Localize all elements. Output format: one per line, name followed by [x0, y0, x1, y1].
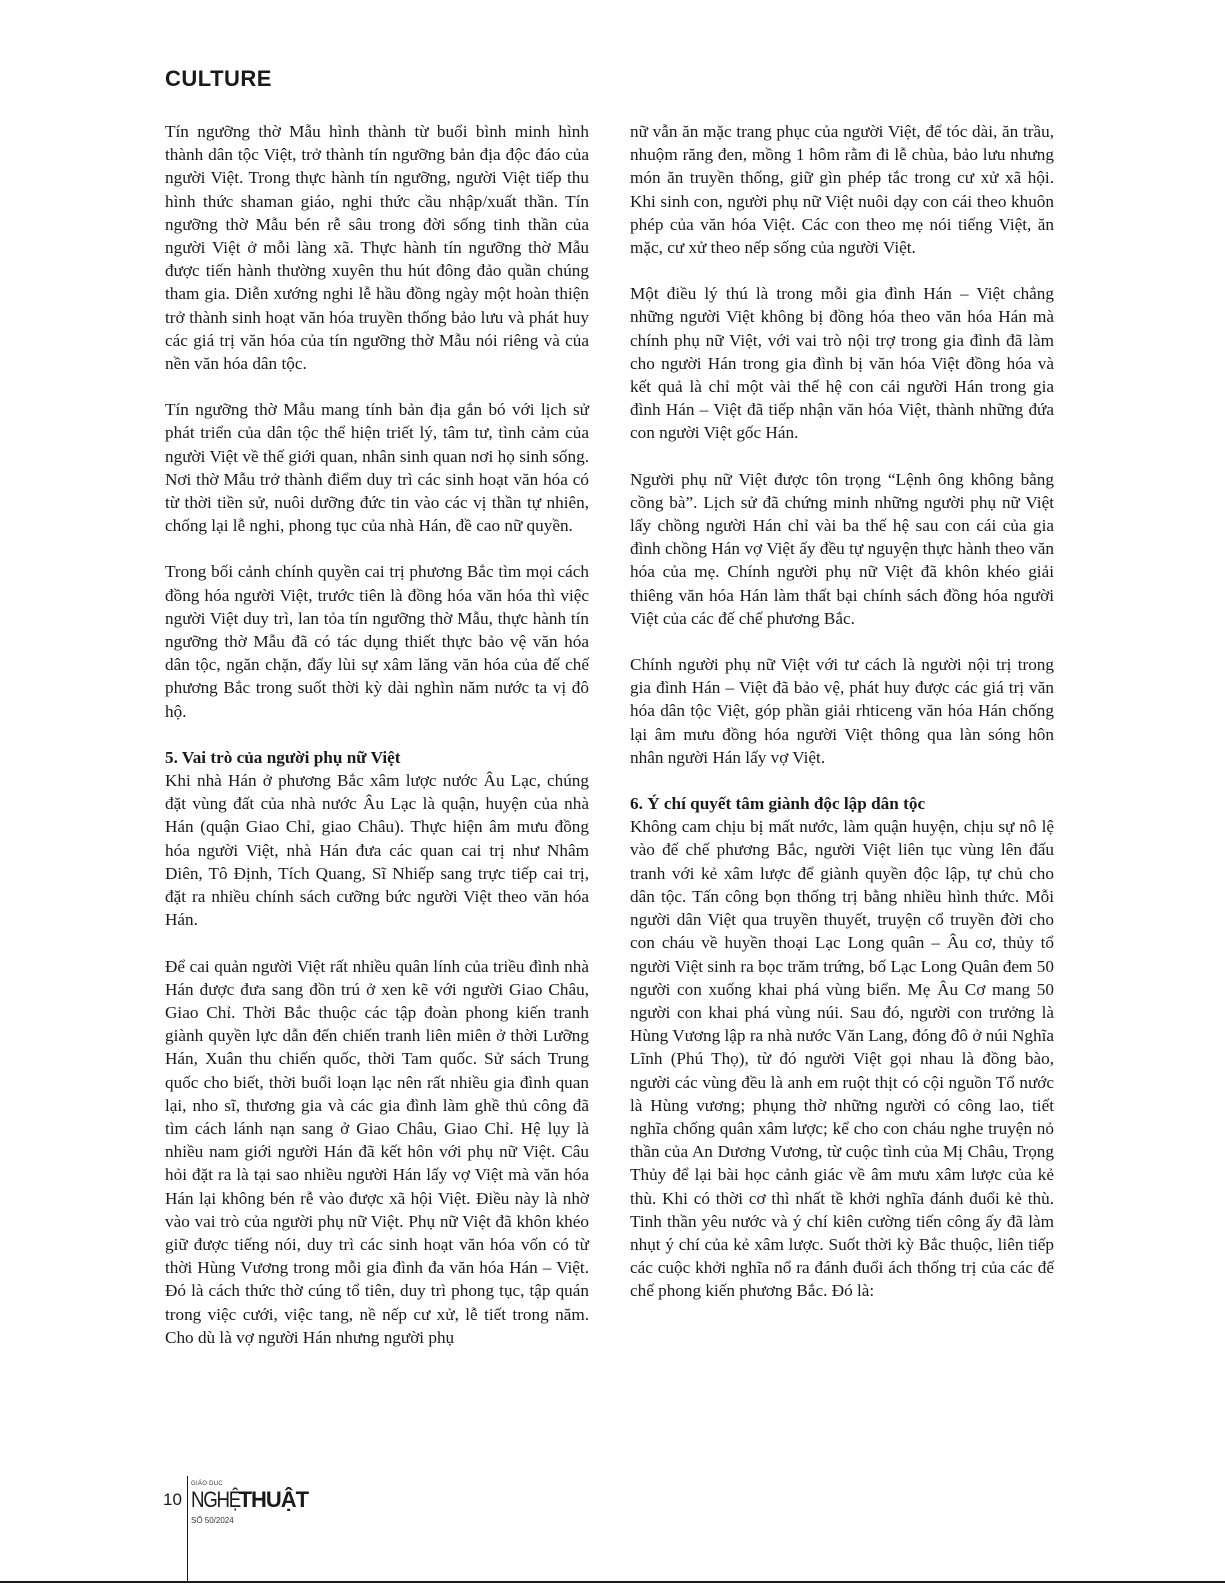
- paragraph: Người phụ nữ Việt được tôn trọng “Lệnh ông không bằng cồng bà”. Lịch sử đã chứng minh những người phụ nữ Việt lấy chồng người Hán chỉ vài ba thế hệ sau con cái của gia đình chồng Hán vợ Việt ấy đều tự nguyện thực hành theo văn hóa của mẹ. Chính người phụ nữ Việt đã khôn khéo giải thiêng văn hóa Hán làm thất bại chính sách đồng hóa người Việt của các đế chế phương Bắc.: [630, 469, 1054, 628]
- paragraph: Khi nhà Hán ở phương Bắc xâm lược nước Âu Lạc, chúng đặt vùng đất của nhà nước Âu Lạc là quận, huyện của nhà Hán (quận Giao Chỉ, giao Châu). Thực hiện âm mưu đồng hóa người Việt, nhà Hán đưa các quan cai trị như Nhâm Diên, Tô Định, Tích Quang, Sĩ Nhiếp sang trực tiếp cai trị, đặt ra nhiều chính sách cưỡng bức người Việt theo văn hóa Hán.: [165, 771, 589, 930]
- bottom-rule: [0, 1581, 1225, 1583]
- paragraph: Tín ngưỡng thờ Mẫu mang tính bản địa gắn bó với lịch sử phát triển của dân tộc thể hiện triết lý, tâm tư, tình cảm của người Việt về thế giới quan, nhân sinh quan nơi họ sinh sống. Nơi thờ Mẫu trở thành điểm duy trì các sinh hoạt văn hóa có từ thời tiền sử, nuôi dưỡng đức tin vào các vị thần tự nhiên, chống lại lễ nghi, phong tục của nhà Hán, đề cao nữ quyền.: [165, 400, 589, 536]
- section-heading-5: 5. Vai trò của người phụ nữ Việt: [165, 747, 401, 767]
- logo-part-1: NGHỆ: [191, 1487, 240, 1512]
- page-number: 10: [163, 1490, 182, 1509]
- paragraph: Chính người phụ nữ Việt với tư cách là người nội trị trong gia đình Hán – Việt đã bảo vệ, phát huy được các giá trị văn hóa dân tộc Việt, góp phần giải rhticeng văn hóa Hán chống lại âm mưu đồng hóa người Việt thông qua làn sóng hôn nhân người Hán lấy vợ Việt.: [630, 655, 1054, 767]
- paragraph: Không cam chịu bị mất nước, làm quận huyện, chịu sự nô lệ vào đế chế phương Bắc, người Việt liên tục vùng lên đấu tranh với kẻ xâm lược để giành quyền độc lập, tự chủ cho dân tộc. Tấn công bọn thống trị bằng nhiều hình thức. Mỗi người dân Việt qua truyền thuyết, truyện cổ truyền đời cho con cháu về huyền thoại Lạc Long quân – Âu cơ, thủy tổ người Việt sinh ra bọc trăm trứng, bố Lạc Long Quân đem 50 người con xuống khai phá vùng biển. Mẹ Âu Cơ mang 50 người con khai phá vùng núi. Sau đó, người con trưởng là Hùng Vương lập ra nhà nước Văn Lang, đóng đô ở núi Nghĩa Lĩnh (Phú Thọ), từ đó người Việt gọi nhau là đồng bào, người các vùng đều là anh em ruột thịt có cội nguồn Tổ nước là Hùng vương; phụng thờ những người có công lao, tiết nghĩa chống quân xâm lược; kể cho con cháu nghe truyện nỏ thần của An Dương Vương, từ cuộc tình của Mị Châu, Trọng Thủy để lại bài học cảnh giác về âm mưu xâm lược của kẻ thù. Khi có thời cơ thì nhất tề khởi nghĩa đánh đuổi kẻ thù. Tinh thần yêu nước và ý chí kiên cường tiến công ấy đã làm nhụt ý chí của kẻ xâm lược. Suốt thời kỳ Bắc thuộc, liên tiếp các cuộc khởi nghĩa nổ ra đánh đuổi ách thống trị của các đế chế phong kiến phương Bắc. Đó là:: [630, 817, 1054, 1301]
- logo-part-2: THUẬT: [238, 1487, 309, 1512]
- logo-tagline: GIÁO DỤC: [191, 1481, 224, 1487]
- paragraph: Trong bối cảnh chính quyền cai trị phương Bắc tìm mọi cách đồng hóa người Việt, trước tiên là đồng hóa văn hóa thì việc người Việt duy trì, lan tỏa tín ngưỡng thờ Mẫu, thực hành tín ngưỡng thờ Mẫu đã có tác dụng thiết thực bảo vệ văn hóa dân tộc, ngăn chặn, đẩy lùi sự xâm lăng văn hóa của đế chế phương Bắc trong suốt thời kỳ dài nghìn năm nước ta vị đô hộ.: [165, 562, 589, 721]
- left-column: [165, 120, 589, 1349]
- magazine-logo: [191, 1481, 331, 1525]
- paragraph: nữ vẫn ăn mặc trang phục của người Việt, để tóc dài, ăn trầu, nhuộm răng đen, mồng 1 hôm rằm đi lễ chùa, bảo lưu nhưng món ăn truyền thống, giữ gìn phép tắc trong cư xử xã hội. Khi sinh con, người phụ nữ Việt nuôi dạy con cái theo khuôn phép của văn hóa Việt. Các con theo mẹ nói tiếng Việt, ăn mặc, cư xử theo nếp sống của người Việt.: [630, 122, 1054, 258]
- right-column: [630, 120, 1054, 1303]
- paragraph: Để cai quản người Việt rất nhiều quân lính của triều đình nhà Hán được đưa sang đồn trú ở xen kẽ với người Giao Châu, Giao Chỉ. Thời Bắc thuộc các tập đoàn phong kiến tranh giành quyền lực dẫn đến chiến tranh liên miên ở thời Lưỡng Hán, Xuân thu chiến quốc, thời Tam quốc. Sử sách Trung quốc cho biết, thời buổi loạn lạc nên rất nhiều gia đình quan lại, nho sĩ, thương gia và các gia đình làm ghề thủ công đã tìm cách lánh nạn sang ở Giao Châu, Giao Chỉ. Hệ lụy là nhiều nam giới người Hán đã kết hôn với phụ nữ Việt. Câu hỏi đặt ra là tại sao nhiều người Hán lấy vợ Việt mà văn hóa Hán lại không bén rễ vào được xã hội Việt. Điều này là nhờ vào vai trò của người phụ nữ Việt. Phụ nữ Việt đã khôn khéo giữ được tiếng nói, duy trì các sinh hoạt văn hóa vốn có từ thời Hùng Vương trong mỗi gia đình đa văn hóa Hán – Việt. Đó là cách thức thờ cúng tổ tiên, duy trì phong tục, tập quán trong việc cưới, việc tang, nề nếp cư xử, lễ tiết trong năm. Cho dù là vợ người Hán nhưng người phụ: [165, 956, 589, 1347]
- section-label: CULTURE: [165, 66, 272, 91]
- issue-number: SỐ 50/2024: [191, 1516, 234, 1525]
- logo-wordmark: [191, 1488, 331, 1515]
- paragraph: Tín ngưỡng thờ Mẫu hình thành từ buổi bình minh hình thành dân tộc Việt, trở thành tín ngưỡng bản địa độc đáo của người Việt. Trong thực hành tín ngưỡng, người Việt tiếp thu hình thức shaman giáo, nghi thức cầu nhập/xuất thần. Tín ngưỡng thờ Mẫu bén rễ sâu trong đời sống tinh thần của người Việt ở mỗi làng xã. Thực hành tín ngưỡng thờ Mẫu được tiến hành thường xuyên thu hút đông đảo quần chúng tham gia. Diễn xướng nghi lễ hầu đồng ngày một hoàn thiện trở thành sinh hoạt văn hóa truyền thống bảo lưu và phát huy các giá trị văn hóa của tín ngưỡng thờ Mẫu nói riêng và của nền văn hóa dân tộc.: [165, 122, 589, 374]
- section-heading-6: 6. Ý chí quyết tâm giành độc lập dân tộc: [630, 794, 926, 814]
- paragraph: Một điều lý thú là trong mỗi gia đình Hán – Việt chẳng những người Việt không bị đồng hóa theo văn hóa Hán mà chính phụ nữ Việt, với vai trò nội trợ trong gia đình đã làm cho người Hán trong gia đình bị văn hóa Việt đồng hóa và kết quả là chỉ một vài thế hệ con cái người Hán trong gia đình Hán – Việt đã tiếp nhận văn hóa Việt, thành những đứa con người Việt gốc Hán.: [630, 284, 1054, 443]
- footer-divider: [187, 1476, 188, 1581]
